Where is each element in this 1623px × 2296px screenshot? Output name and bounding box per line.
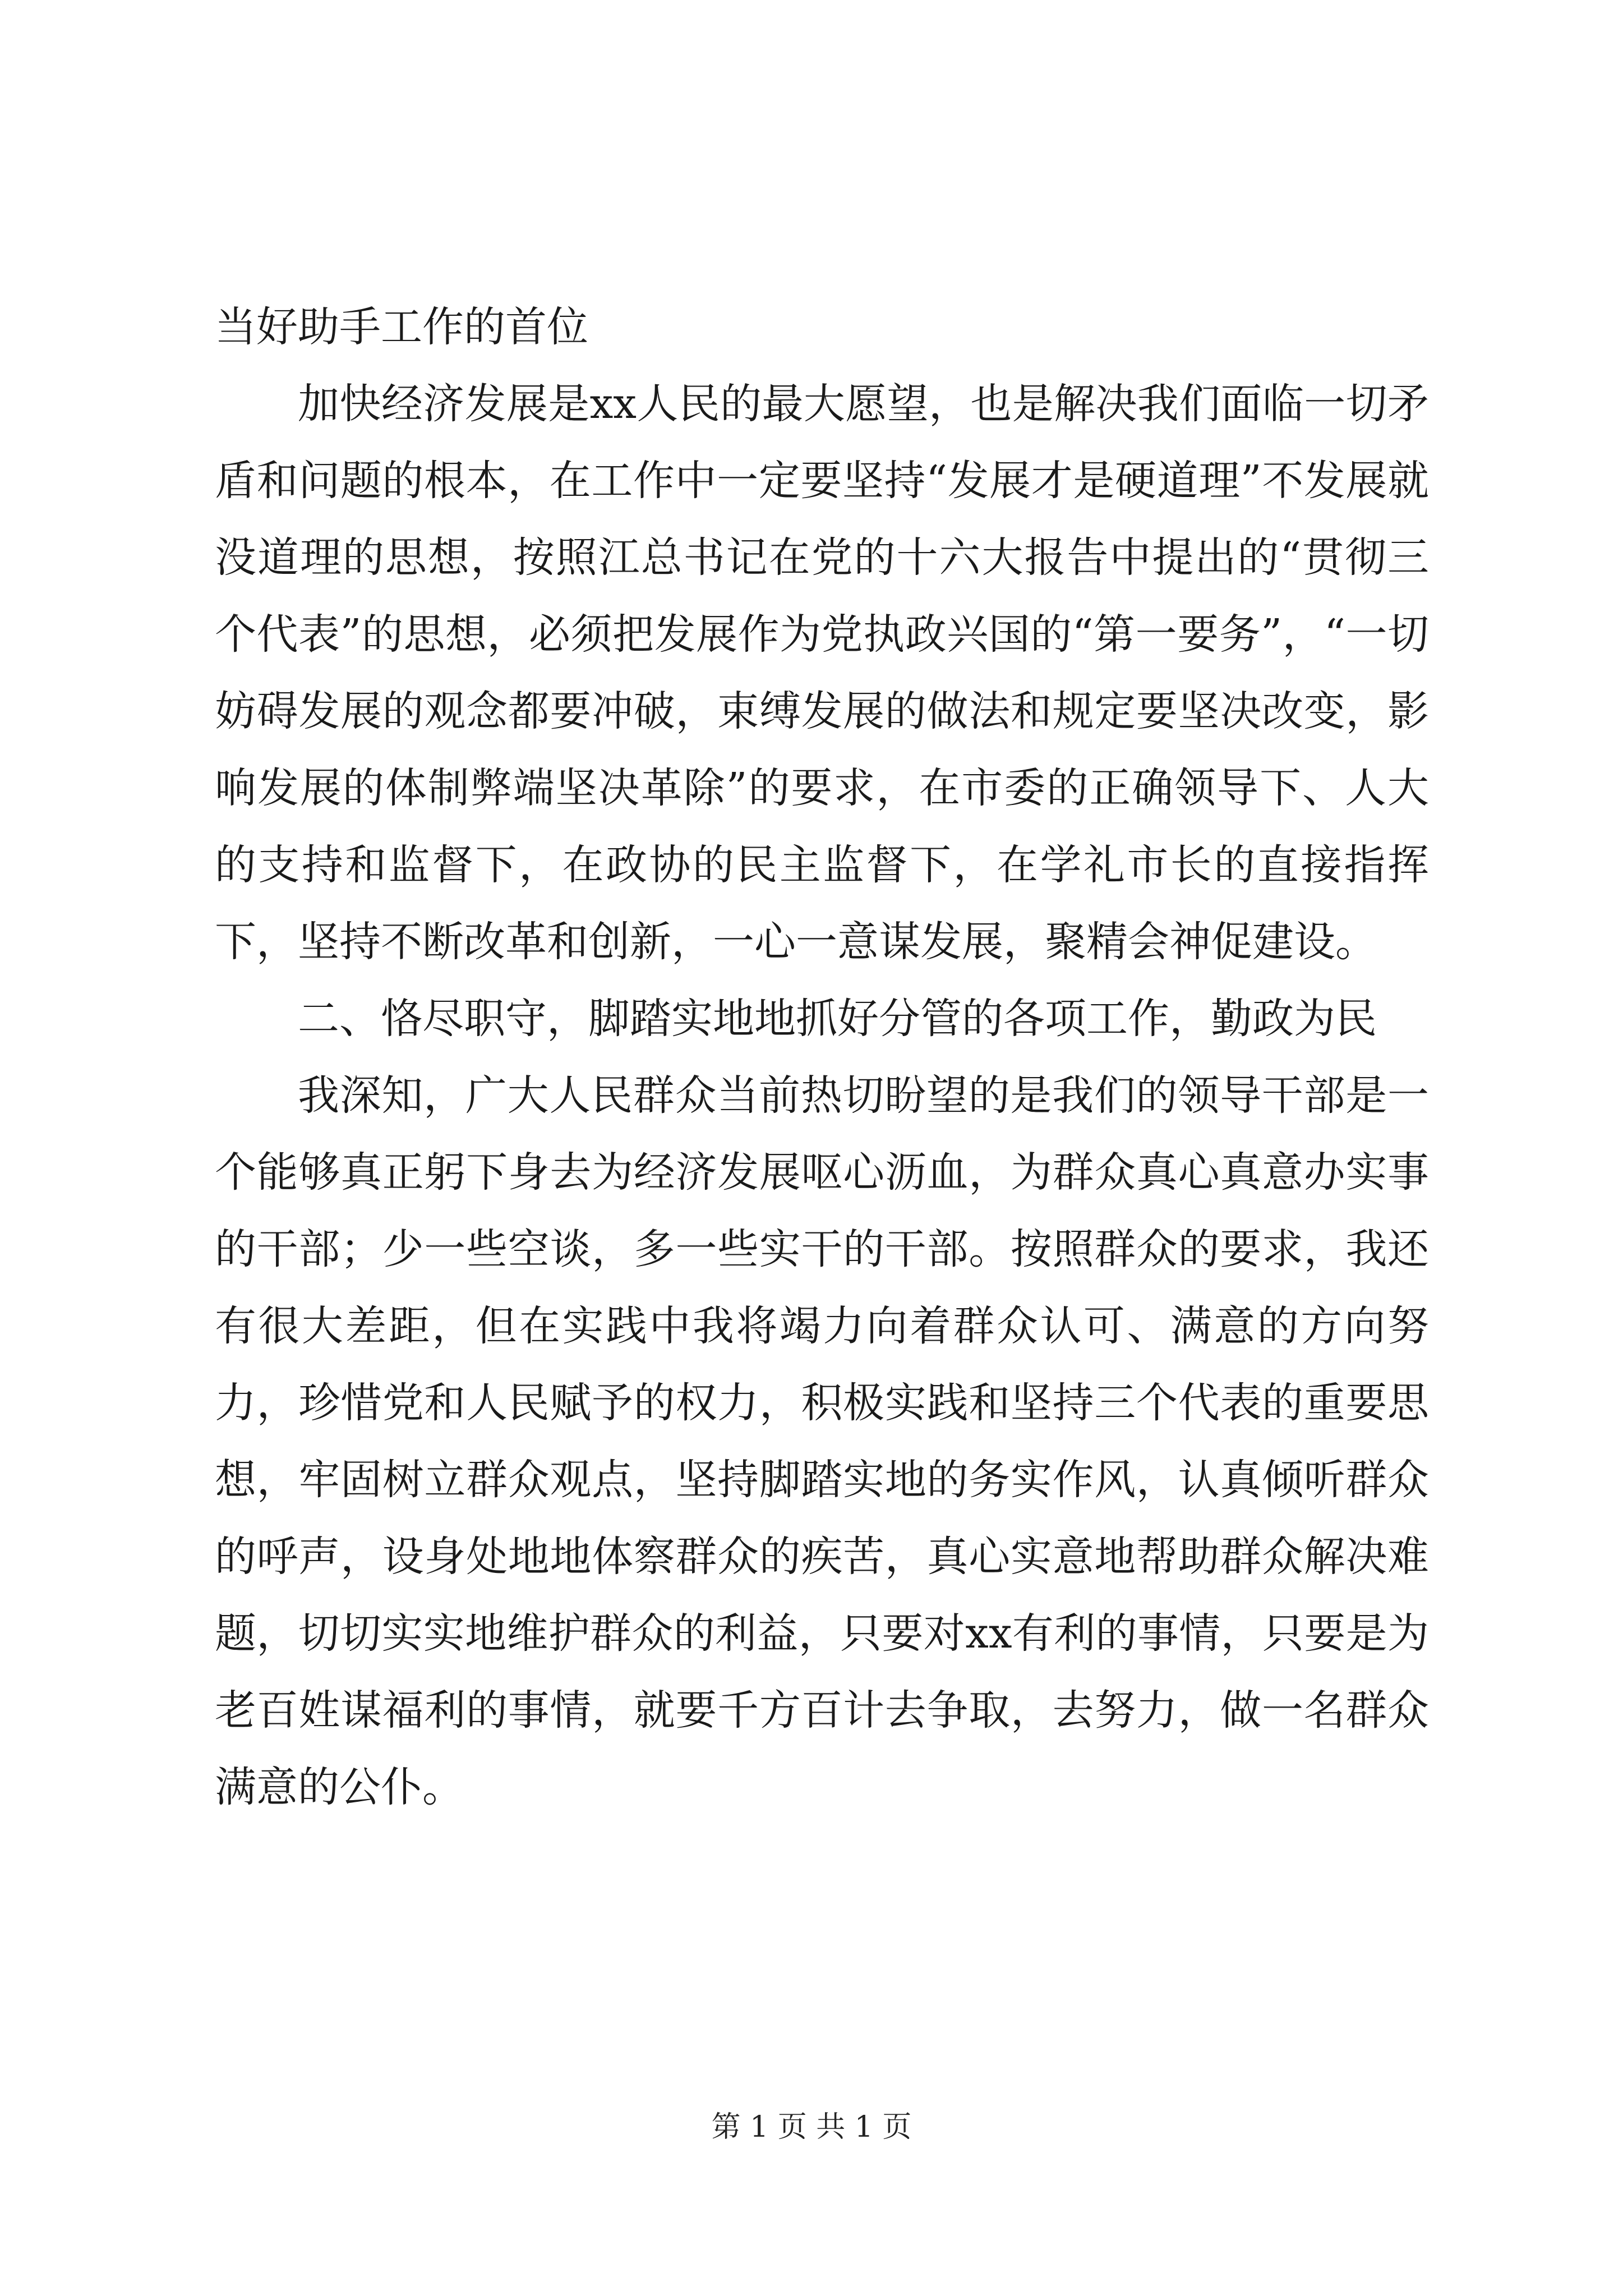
paragraph: 加快经济发展是xx人民的最大愿望，也是解决我们面临一切矛盾和问题的根本，在工作中一定要坚持“发展才是硬道理”不发展就没道理的思想，按照江总书记在党的十六大报告中提出的“贯彻三个代表”的思想，必须把发展作为党执政兴国的“第一要务”，“一切妨碍发展的观念都要冲破，束缚发展的做法和规定要坚决改变，影响发展的体制弊端坚决革除”的要求，在市委的正确领导下、人大的支持和监督下，在政协的民主监督下，在学礼市长的直接指挥下，坚持不断改革和创新，一心一意谋发展，聚精会神促建设。 — [215, 380, 1429, 966]
section-heading: 二、恪尽职守，脚踏实地地抓好分管的各项工作，勤政为民 — [298, 995, 1377, 1043]
page-number: 第 1 页 共 1 页 — [711, 2110, 912, 2144]
section-heading: 当好助手工作的首位 — [215, 303, 588, 351]
paragraph: 我深知，广大人民群众当前热切盼望的是我们的领导干部是一个能够真正躬下身去为经济发展呕心沥血，为群众真心真意办实事的干部；少一些空谈，多一些实干的干部。按照群众的要求，我还有很大差距，但在实践中我将竭力向着群众认可、满意的方向努力，珍惜党和人民赋予的权力，积极实践和坚持三个代表的重要思想，牢固树立群众观点，坚持脚踏实地的务实作风，认真倾听群众的呼声，设身处地地体察群众的疾苦，真心实意地帮助群众解决难题，切切实实地维护群众的利益，只要对xx有利的事情，只要是为老百姓谋福利的事情，就要千方百计去争取，去努力，做一名群众满意的公仆。 — [215, 1071, 1429, 1811]
document-body — [215, 289, 1429, 1826]
